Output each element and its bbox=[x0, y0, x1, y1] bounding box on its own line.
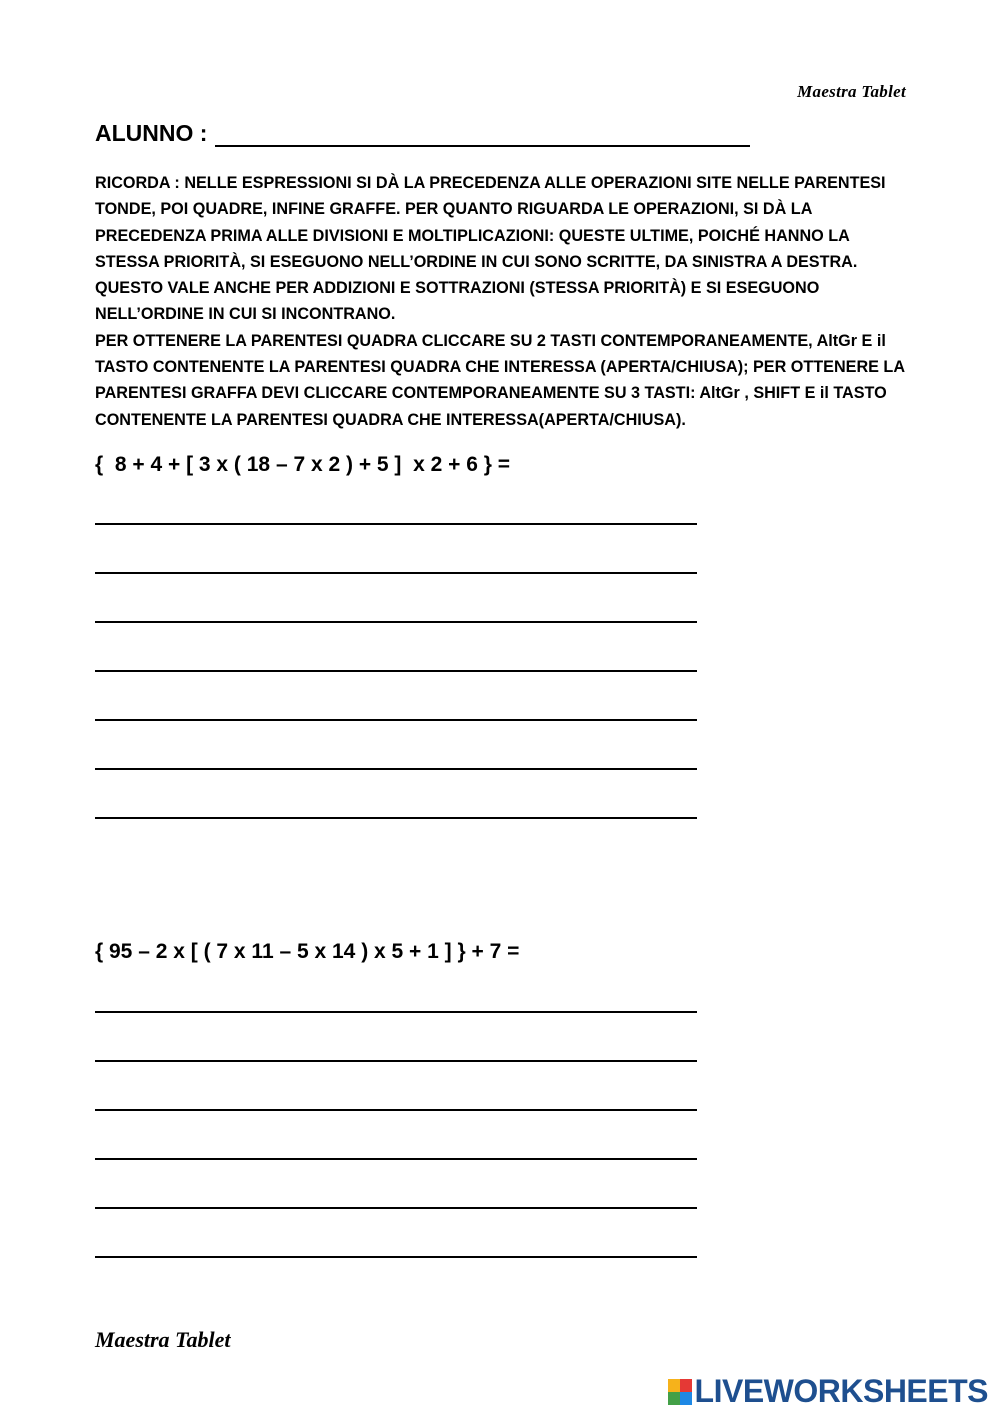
exercise-1-answer-line[interactable] bbox=[95, 719, 697, 721]
instructions-paragraph-1: RICORDA : NELLE ESPRESSIONI SI DÀ LA PRECEDENZA ALLE OPERAZIONI SITE NELLE PARENTESI TONDE, POI QUADRE, INFINE GRAFFE. PER QUANTO RIGUARDA LE OPERAZIONI, SI DÀ LA PRECEDENZA PRIMA ALLE DIVISIONI E MOLTIPLICAZIONI: QUESTE ULTIME, POICHÉ HANNO LA STESSA PRIORITÀ, SI ESEGUONO NELL’ORDINE IN CUI SONO SCRITTE, DA SINISTRA A DESTRA. QUESTO VALE ANCHE PER ADDIZIONI E SOTTRAZIONI (STESSA PRIORITÀ) E SI ESEGUONO NELL’ORDINE IN CUI SI INCONTRANO. bbox=[95, 174, 886, 324]
exercise-2-answer-line[interactable] bbox=[95, 1011, 697, 1013]
liveworksheets-logo-icon bbox=[668, 1379, 692, 1405]
exercise-1-answer-line[interactable] bbox=[95, 621, 697, 623]
exercise-2-answer-line[interactable] bbox=[95, 1060, 697, 1062]
exercise-1-answer-line[interactable] bbox=[95, 523, 697, 525]
exercise-2-answer-line[interactable] bbox=[95, 1109, 697, 1111]
footer-brand: Maestra Tablet bbox=[95, 1327, 231, 1352]
exercise-1-answer-line[interactable] bbox=[95, 817, 697, 819]
student-label: ALUNNO : bbox=[95, 120, 208, 146]
instructions bbox=[95, 170, 910, 433]
header-brand: Maestra Tablet bbox=[797, 82, 906, 101]
exercise-1-answer-line[interactable] bbox=[95, 670, 697, 672]
liveworksheets-logo bbox=[668, 1373, 988, 1410]
exercise-1-expression: { 8 + 4 + [ 3 x ( 18 – 7 x 2 ) + 5 ] x 2 + 6 } = bbox=[95, 453, 511, 476]
student-name-field[interactable] bbox=[215, 123, 750, 147]
student-name-row bbox=[95, 120, 750, 147]
instructions-paragraph-2: PER OTTENERE LA PARENTESI QUADRA CLICCARE SU 2 TASTI CONTEMPORANEAMENTE, AltGr E il TASTO CONTENENTE LA PARENTESI QUADRA CHE INTERESSA (APERTA/CHIUSA); PER OTTENERE LA PARENTESI GRAFFA DEVI CLICCARE CONTEMPORANEAMENTE SU 3 TASTI: AltGr , SHIFT E il TASTO CONTENENTE LA PARENTESI QUADRA CHE INTERESSA(APERTA/CHIUSA). bbox=[95, 331, 905, 429]
exercise-2-expression: { 95 – 2 x [ ( 7 x 11 – 5 x 14 ) x 5 + 1 ] } + 7 = bbox=[95, 940, 520, 963]
exercise-1-answer-line[interactable] bbox=[95, 572, 697, 574]
exercise-2-answer-line[interactable] bbox=[95, 1158, 697, 1160]
exercise-1-answer-line[interactable] bbox=[95, 768, 697, 770]
exercise-2-answer-line[interactable] bbox=[95, 1256, 697, 1258]
exercise-2-answer-line[interactable] bbox=[95, 1207, 697, 1209]
liveworksheets-logo-text: LIVEWORKSHEETS bbox=[694, 1373, 988, 1409]
